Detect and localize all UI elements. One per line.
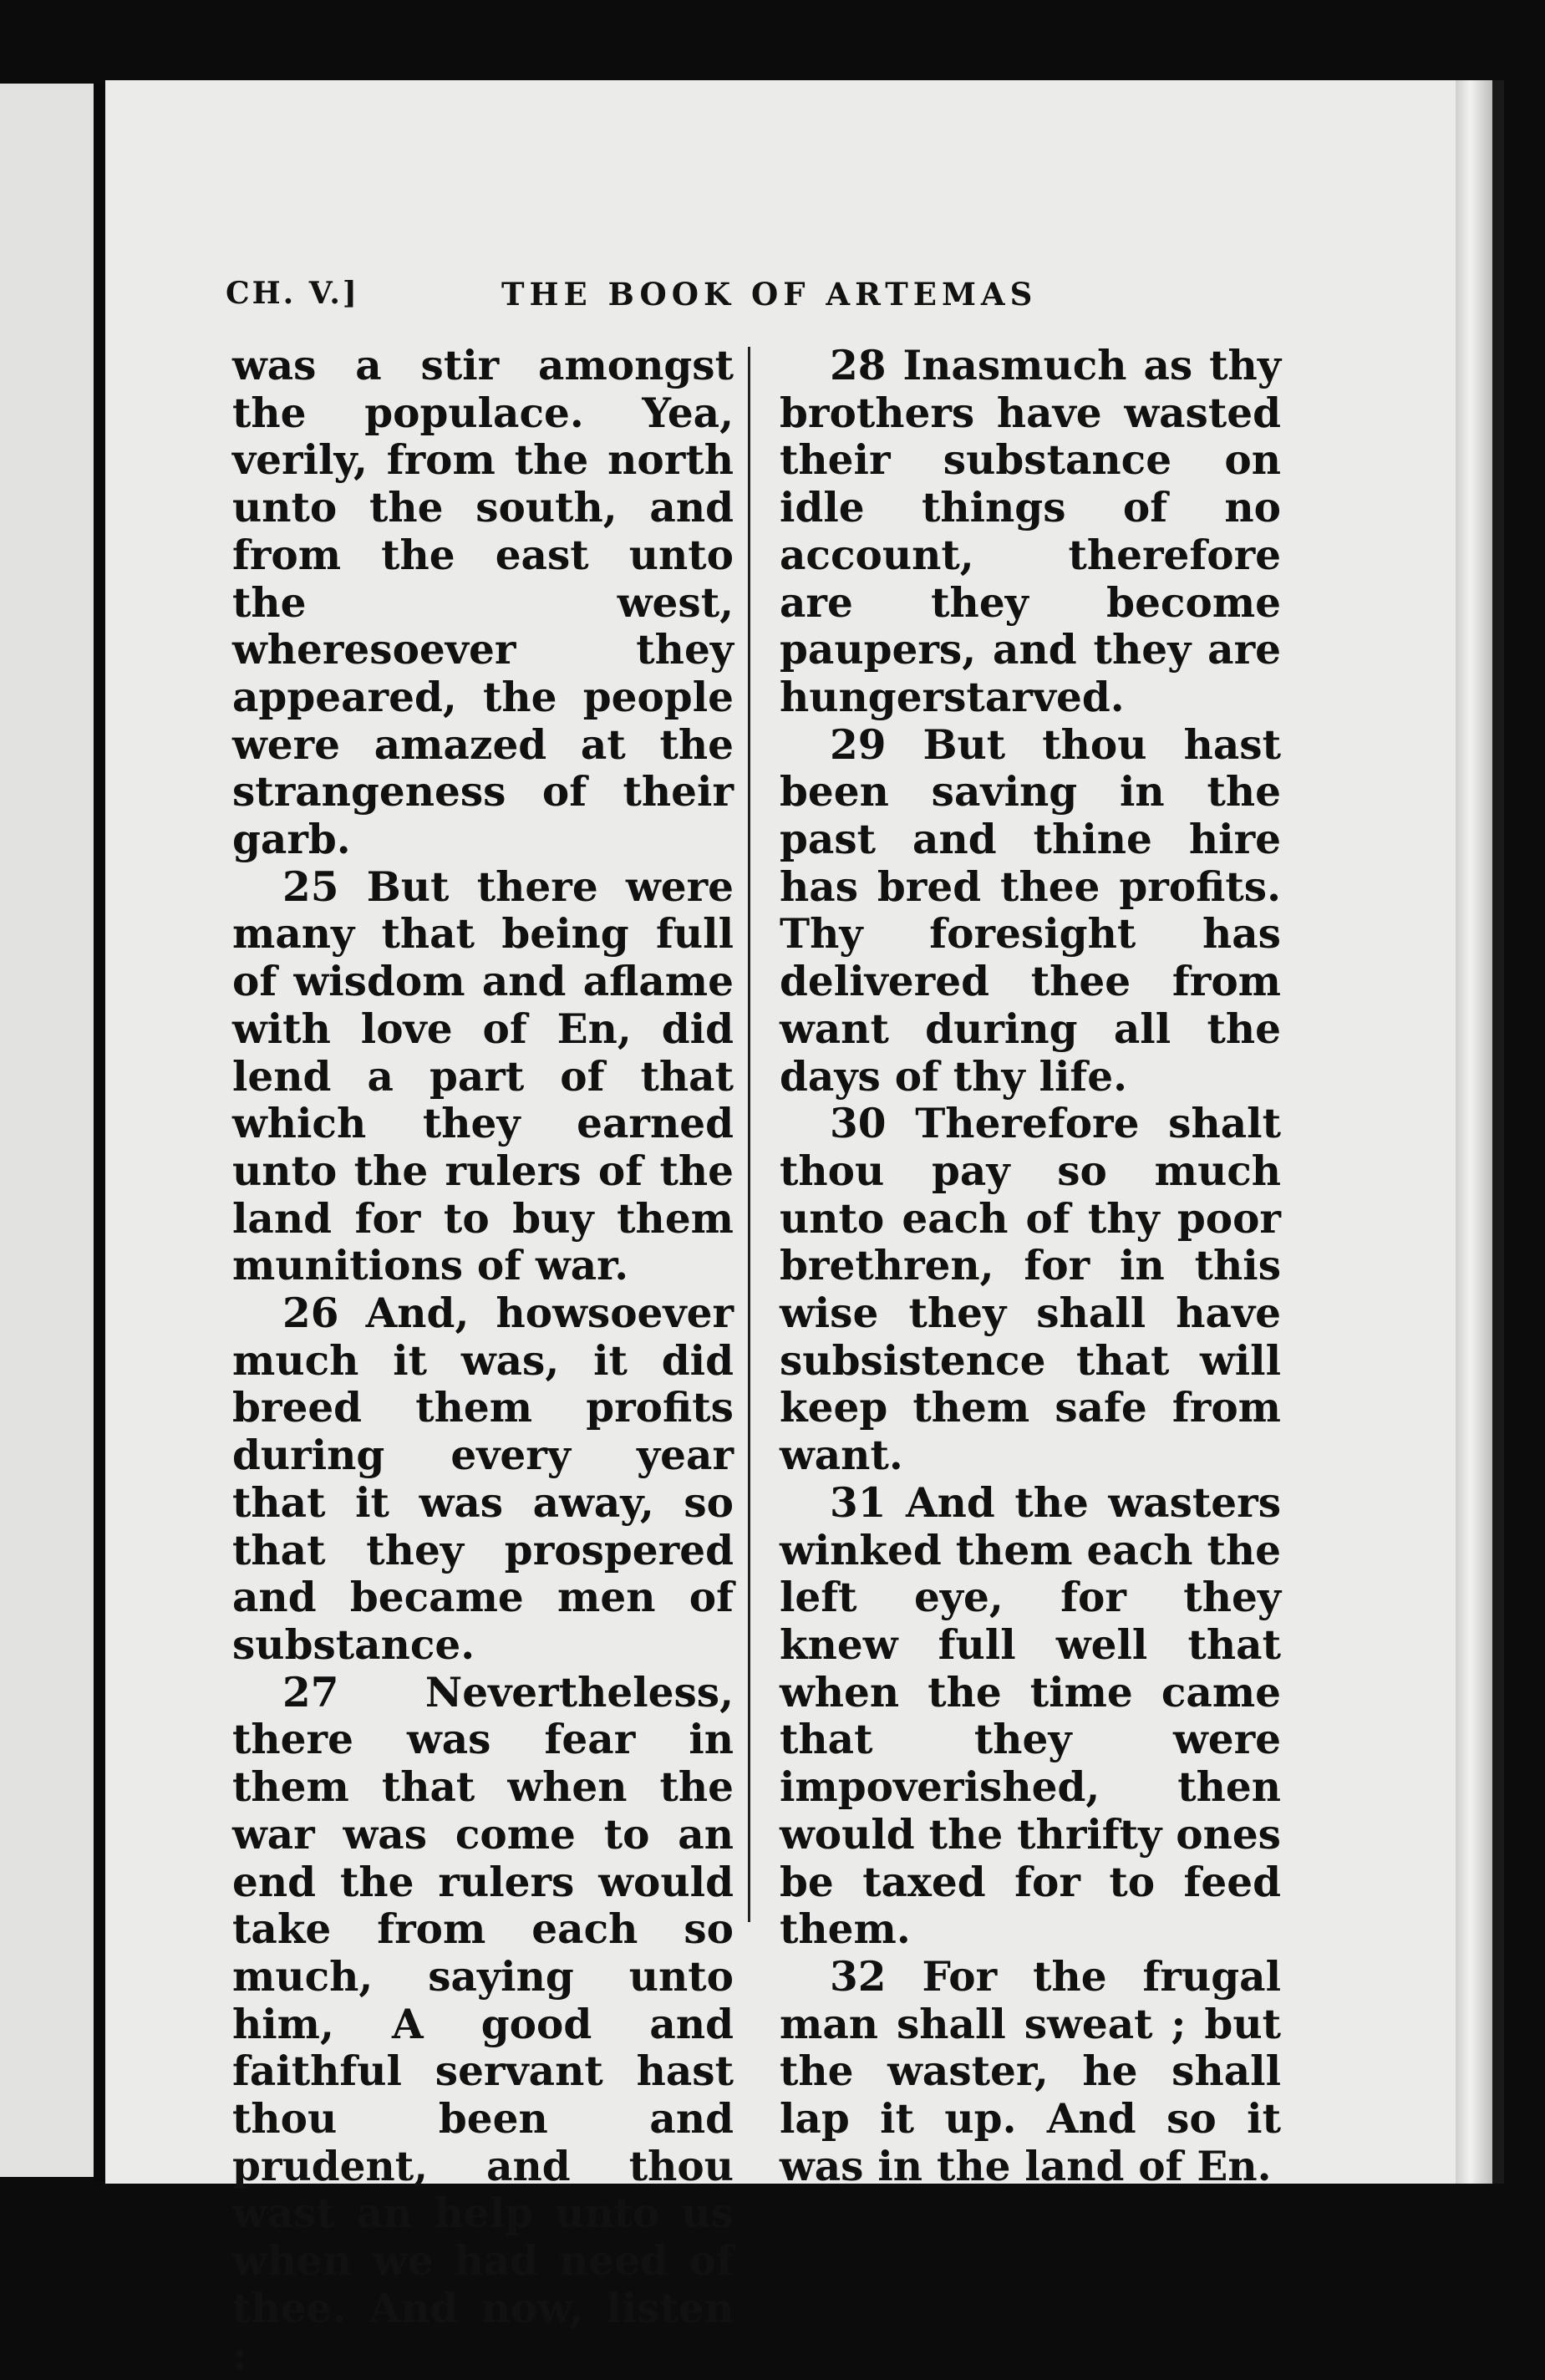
verse-27: 27 Nevertheless, there was fear in them that when the war was come to an end the rulers would take from each so much, saying unto him, A good and faithful servant hast thou been and prudent, and thou wast an help unto us when we had need of thee. And now, listen : — [232, 1668, 734, 2380]
verse-30: 30 Therefore shalt thou pay so much unto each of thy poor brethren, for in this wise they shall have subsistence that will keep them safe from want. — [780, 1100, 1281, 1480]
verse-31: 31 And the wasters winked them each the left eye, for they knew full well that when the time came that they were impoverished, then would the thrifty ones be taxed for to feed them. — [780, 1478, 1281, 1954]
verse-29: 29 But thou hast been saving in the past and thine hire has bred thee profits. Thy foresight has delivered thee from want during all the days of thy life. — [780, 720, 1281, 1101]
verse-26: 26 And, howsoever much it was, it did breed them profits during every year that it was away, so that they prospered and became men of substance. — [232, 1289, 734, 1669]
verse-28: 28 Inasmuch as thy brothers have wasted their substance on idle things of no account, therefore are they become paupers, and they are hungerstarved. — [780, 342, 1281, 721]
right-border — [1492, 80, 1504, 2184]
paragraph-continued: was a stir amongst the populace. Yea, verily, from the north unto the south, and from the east unto the west, wheresoever they appeared, the people were amazed at the strangeness of their garb. — [232, 342, 734, 864]
chapter-marker: CH. V.] — [226, 276, 359, 311]
book-title: THE BOOK OF ARTEMAS — [501, 276, 1038, 313]
column-divider — [748, 347, 750, 1922]
right-text-column — [780, 343, 1281, 2190]
book-spine — [94, 84, 105, 2181]
verse-32: 32 For the frugal man shall sweat ; but the waster, he shall lap it up. And so it was in the land of En. — [780, 1952, 1281, 2190]
left-text-column — [232, 343, 734, 2380]
running-header — [226, 276, 1278, 318]
page-edge-shading — [1456, 80, 1492, 2184]
facing-page-edge — [0, 84, 102, 2177]
verse-25: 25 But there were many that being full of wisdom and aflame with love of En, did lend a part of that which they earned unto the rulers of the land for to buy them munitions of war. — [232, 862, 734, 1290]
